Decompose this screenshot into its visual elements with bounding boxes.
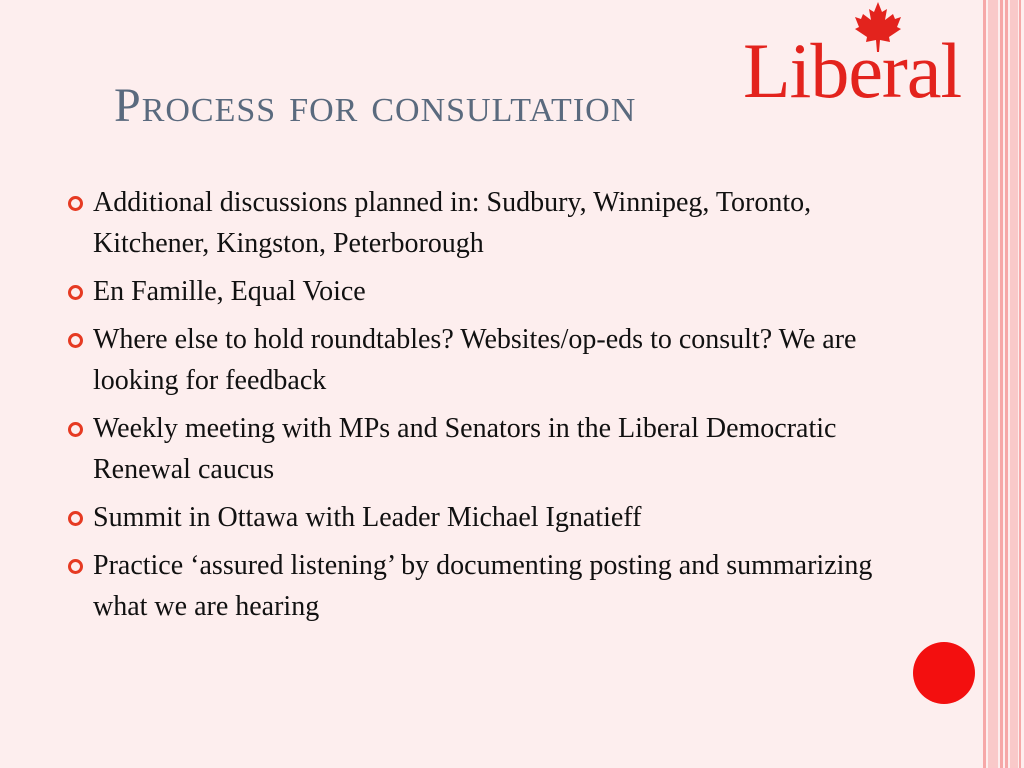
- bullet-icon: [68, 196, 83, 211]
- list-item-text: Weekly meeting with MPs and Senators in the Liberal Democratic Renewal caucus: [93, 413, 837, 485]
- bullet-icon: [68, 422, 83, 437]
- decorative-stripe: [988, 0, 998, 768]
- list-item: [64, 271, 884, 312]
- decorative-stripe: [1000, 0, 1003, 768]
- decorative-stripe: [1010, 0, 1018, 768]
- slide-title: Process for consultation: [114, 79, 637, 132]
- list-item-text: Summit in Ottawa with Leader Michael Ignatieff: [93, 502, 642, 533]
- list-item-text: En Famille, Equal Voice: [93, 276, 366, 307]
- list-item: [64, 182, 884, 264]
- list-item: [64, 319, 884, 401]
- decorative-stripe: [1019, 0, 1021, 768]
- list-item: [64, 408, 884, 490]
- bullet-icon: [68, 285, 83, 300]
- logo-wordmark: Liberal: [743, 27, 962, 114]
- liberal-logo: [737, 0, 977, 112]
- bullet-list: [64, 182, 884, 634]
- decorative-stripe: [983, 0, 986, 768]
- list-item-text: Where else to hold roundtables? Websites/op-eds to consult? We are looking for feedback: [93, 324, 857, 396]
- list-item: [64, 545, 884, 627]
- accent-dot: [913, 642, 975, 704]
- decorative-stripe: [1005, 0, 1008, 768]
- bullet-icon: [68, 559, 83, 574]
- list-item-text: Practice ‘assured listening’ by documenting posting and summarizing what we are hearing: [93, 550, 873, 622]
- bullet-icon: [68, 333, 83, 348]
- list-item-text: Additional discussions planned in: Sudbury, Winnipeg, Toronto, Kitchener, Kingston, Peterborough: [93, 187, 812, 259]
- bullet-icon: [68, 511, 83, 526]
- list-item: [64, 497, 884, 538]
